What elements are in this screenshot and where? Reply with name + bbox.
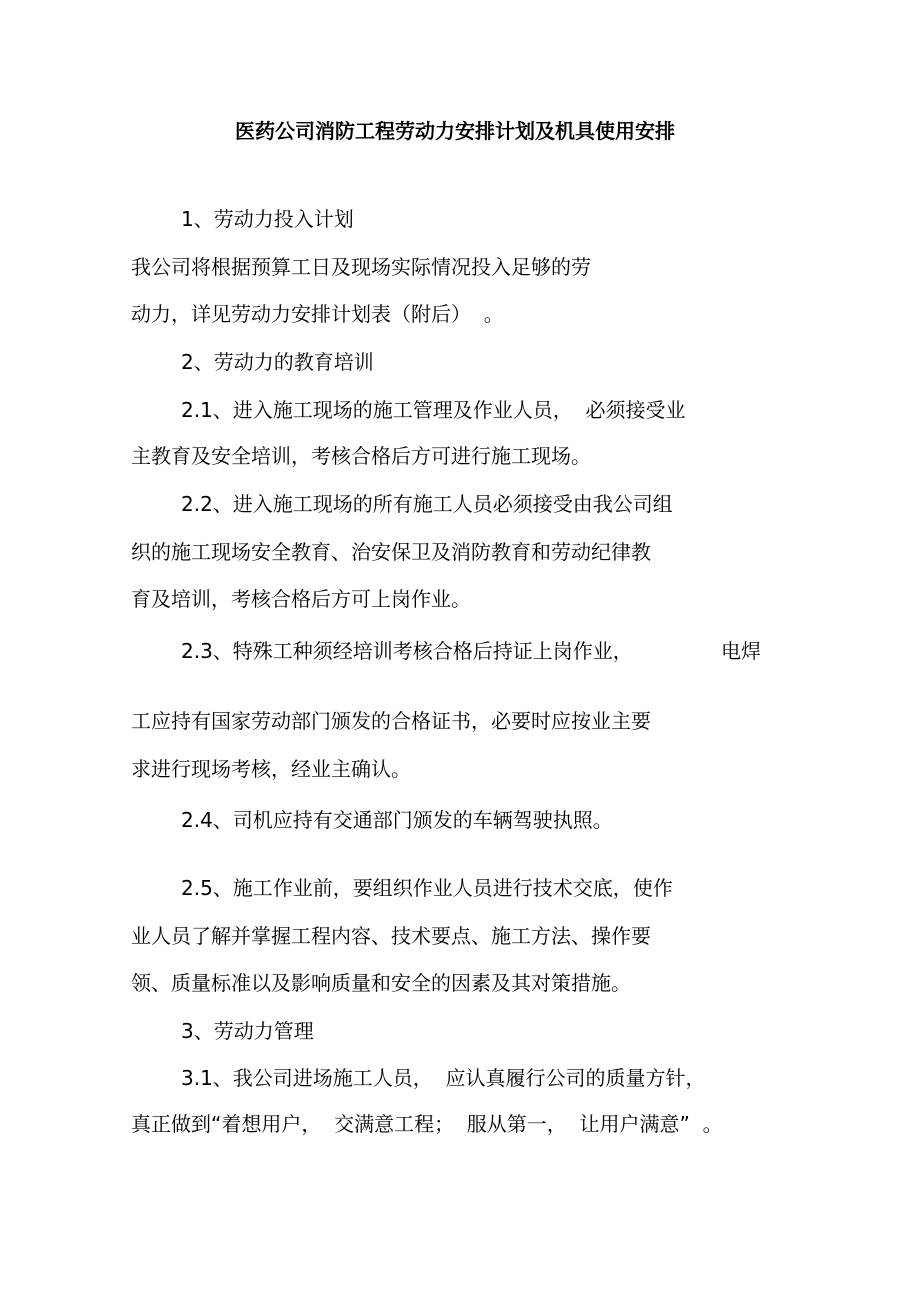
paragraph-line-tail: 电焊 <box>721 639 761 663</box>
paragraph-line: 育及培训，考核合格后方可上岗作业。 <box>131 587 471 611</box>
heading-labor-input-plan: 1、劳动力投入计划 <box>181 207 354 231</box>
paragraph-line: 真正做到“着想用户， 交满意工程； 服从第一， 让用户满意” 。 <box>131 1112 723 1136</box>
paragraph-line: 求进行现场考核，经业主确认。 <box>131 757 411 781</box>
paragraph-line: 2.2、进入施工现场的所有施工人员必须接受由我公司组 <box>181 492 673 516</box>
paragraph-line: 我公司将根据预算工日及现场实际情况投入足够的劳 <box>131 255 591 279</box>
paragraph-line: 主教育及安全培训，考核合格后方可进行施工现场。 <box>131 444 591 468</box>
paragraph-line: 业人员了解并掌握工程内容、技术要点、施工方法、操作要 <box>131 924 651 948</box>
paragraph-line: 2.1、进入施工现场的施工管理及作业人员， 必须接受业 <box>181 398 686 422</box>
paragraph-line: 2.3、特殊工种须经培训考核合格后持证上岗作业， <box>181 639 633 663</box>
document-title: 医药公司消防工程劳动力安排计划及机具使用安排 <box>235 119 675 143</box>
paragraph-line: 织的施工现场安全教育、治安保卫及消防教育和劳动纪律教 <box>131 540 651 564</box>
paragraph-line: 领、质量标准以及影响质量和安全的因素及其对策措施。 <box>131 971 631 995</box>
paragraph-line: 2.5、施工作业前，要组织作业人员进行技术交底，使作 <box>181 876 673 900</box>
paragraph-line: 3.1、我公司进场施工人员， 应认真履行公司的质量方针， <box>181 1066 706 1090</box>
paragraph-line: 动力，详见劳动力安排计划表（附后） 。 <box>131 302 504 326</box>
heading-labor-management: 3、劳动力管理 <box>181 1019 314 1043</box>
heading-labor-education: 2、劳动力的教育培训 <box>181 350 374 374</box>
paragraph-line: 工应持有国家劳动部门颁发的合格证书，必要时应按业主要 <box>131 709 651 733</box>
paragraph-line: 2.4、司机应持有交通部门颁发的车辆驾驶执照。 <box>181 808 613 832</box>
